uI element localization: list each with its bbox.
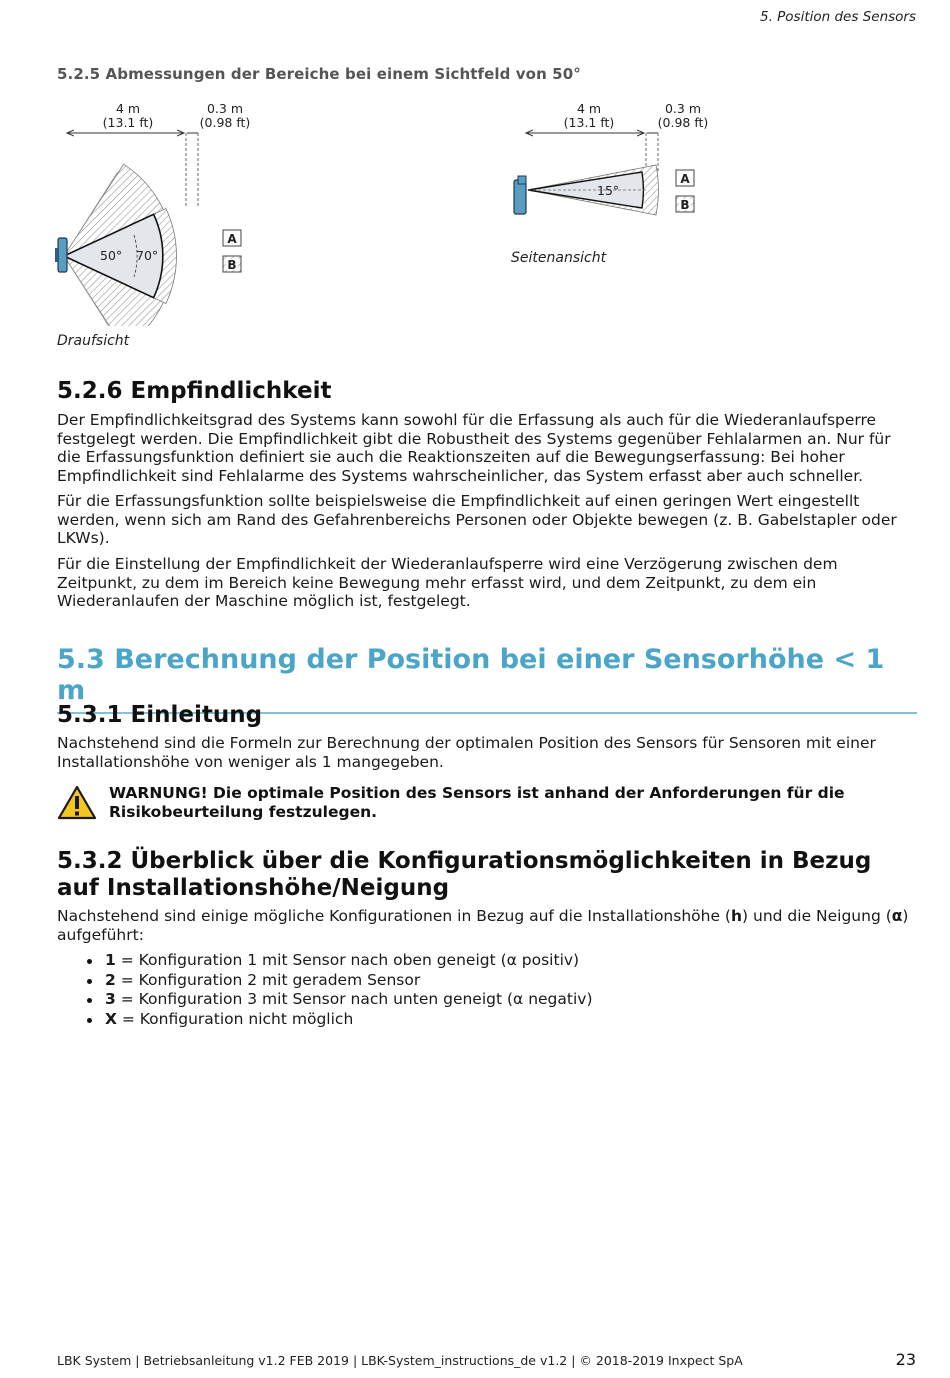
side-view-caption: Seitenansicht xyxy=(511,250,607,266)
top-view-diagram xyxy=(52,98,262,326)
top-angle-inner: 50° xyxy=(100,248,123,263)
list-item-text: = Konfiguration nicht möglich xyxy=(116,1009,354,1028)
section-5-3-heading: 5.3 Berechnung der Position bei einer Sensorhöhe < 1 m xyxy=(57,644,917,714)
top-label-b: B xyxy=(227,258,237,272)
section-5-3-2-heading: 5.3.2 Überblick über die Konfigurationsmöglichkeiten in Bezug auf Installationshöhe/Neigung xyxy=(57,848,872,901)
list-item-text: = Konfiguration 1 mit Sensor nach oben geneigt (α positiv) xyxy=(115,951,580,969)
list-item-text: = Konfiguration 3 mit Sensor nach unten geneigt (α negativ) xyxy=(115,990,593,1008)
list-item-key: 3 xyxy=(105,990,116,1008)
top-dim-tol-ft: (0.98 ft) xyxy=(199,115,251,130)
section-5-2-5-heading: 5.2.5 Abmessungen der Bereiche bei einem Sichtfeld von 50° xyxy=(57,65,581,83)
list-item xyxy=(57,951,593,971)
top-label-a: A xyxy=(227,232,237,246)
running-header: 5. Position des Sensors xyxy=(759,9,916,25)
top-dim-main-ft: (13.1 ft) xyxy=(102,115,154,130)
section-5-2-6-heading: 5.2.6 Empfindlichkeit xyxy=(57,378,332,404)
intro-h: h xyxy=(730,907,743,925)
side-dim-tol: 0.3 m xyxy=(664,101,702,116)
list-item xyxy=(57,971,593,991)
section-5-2-6-paragraph-1: Der Empfindlichkeitsgrad des Systems kann sowohl für die Erfassung als auch für die Wiederanlaufsperre festgelegt werden. Die Empfindlichkeit gibt die Robustheit des Systems gegenüber Fehlalarmen an. Nur für die Erfassungsfunktion definiert sie auch die Reaktionszeiten auf die Bewegungserfassung: Bei hoher Empfindlichkeit sind Fehlalarme des Systems wahrscheinlicher, das System erfasst aber auch schneller. xyxy=(57,411,891,486)
list-item-key: X xyxy=(105,1009,117,1028)
intro-text-mid: ) und die Neigung ( xyxy=(742,907,892,925)
top-sensor-icon xyxy=(58,238,67,272)
top-dim-tol: 0.3 m xyxy=(206,101,244,116)
list-item xyxy=(57,990,593,1010)
section-5-3-1-paragraph: Nachstehend sind die Formeln zur Berechnung der optimalen Position des Sensors für Sensoren mit einer Installationshöhe von weniger als 1 mangegeben. xyxy=(57,734,876,771)
side-dim-main-ft: (13.1 ft) xyxy=(563,115,615,130)
warning-icon xyxy=(57,785,97,821)
top-angle-outer: 70° xyxy=(136,248,159,263)
intro-alpha: α xyxy=(891,907,903,925)
warning-text: WARNUNG! Die optimale Position des Sensors ist anhand der Anforderungen für die Risikobeurteilung festzulegen. xyxy=(109,784,845,821)
list-item xyxy=(57,1010,593,1030)
side-label-b: B xyxy=(680,198,690,212)
side-view-diagram xyxy=(508,98,718,228)
footer-text: LBK System | Betriebsanleitung v1.2 FEB 2019 | LBK-System_instructions_de v1.2 | © 2018-2019 Inxpect SpA xyxy=(57,1353,743,1368)
warning-box xyxy=(57,783,917,827)
intro-text-pre: Nachstehend sind einige mögliche Konfigurationen in Bezug auf die Installationshöhe ( xyxy=(57,907,731,925)
top-dim-main: 4 m xyxy=(115,101,141,116)
side-dim-main: 4 m xyxy=(576,101,602,116)
section-5-3-1-heading: 5.3.1 Einleitung xyxy=(57,702,263,728)
page-number: 23 xyxy=(895,1350,916,1369)
list-item-key: 2 xyxy=(105,970,116,989)
side-angle: 15° xyxy=(597,183,620,198)
top-view-caption: Draufsicht xyxy=(57,333,130,349)
configuration-list xyxy=(57,951,593,1029)
side-sensor-icon xyxy=(514,180,526,214)
side-label-a: A xyxy=(680,172,690,186)
list-item-key: 1 xyxy=(105,951,116,969)
section-5-2-6-paragraph-2: Für die Erfassungsfunktion sollte beispielsweise die Empfindlichkeit auf einen geringen Wert eingestellt werden, wenn sich am Rand des Gefahrenbereichs Personen oder Objekte bewegen (z. B. Gabelstapler oder LKWs). xyxy=(57,492,897,548)
section-5-2-6-paragraph-3: Für die Einstellung der Empfindlichkeit der Wiederanlaufsperre wird eine Verzögerung zwischen dem Zeitpunkt, zu dem im Bereich keine Bewegung mehr erfasst wird, und dem Zeitpunkt, zu dem ein Wiederanlaufen der Maschine möglich ist, festgelegt. xyxy=(57,555,838,611)
side-dim-tol-ft: (0.98 ft) xyxy=(657,115,709,130)
section-5-3-2-intro xyxy=(57,907,919,944)
intro-text-post: ) aufgeführt: xyxy=(57,907,909,944)
list-item-text: = Konfiguration 2 mit geradem Sensor xyxy=(115,970,421,989)
